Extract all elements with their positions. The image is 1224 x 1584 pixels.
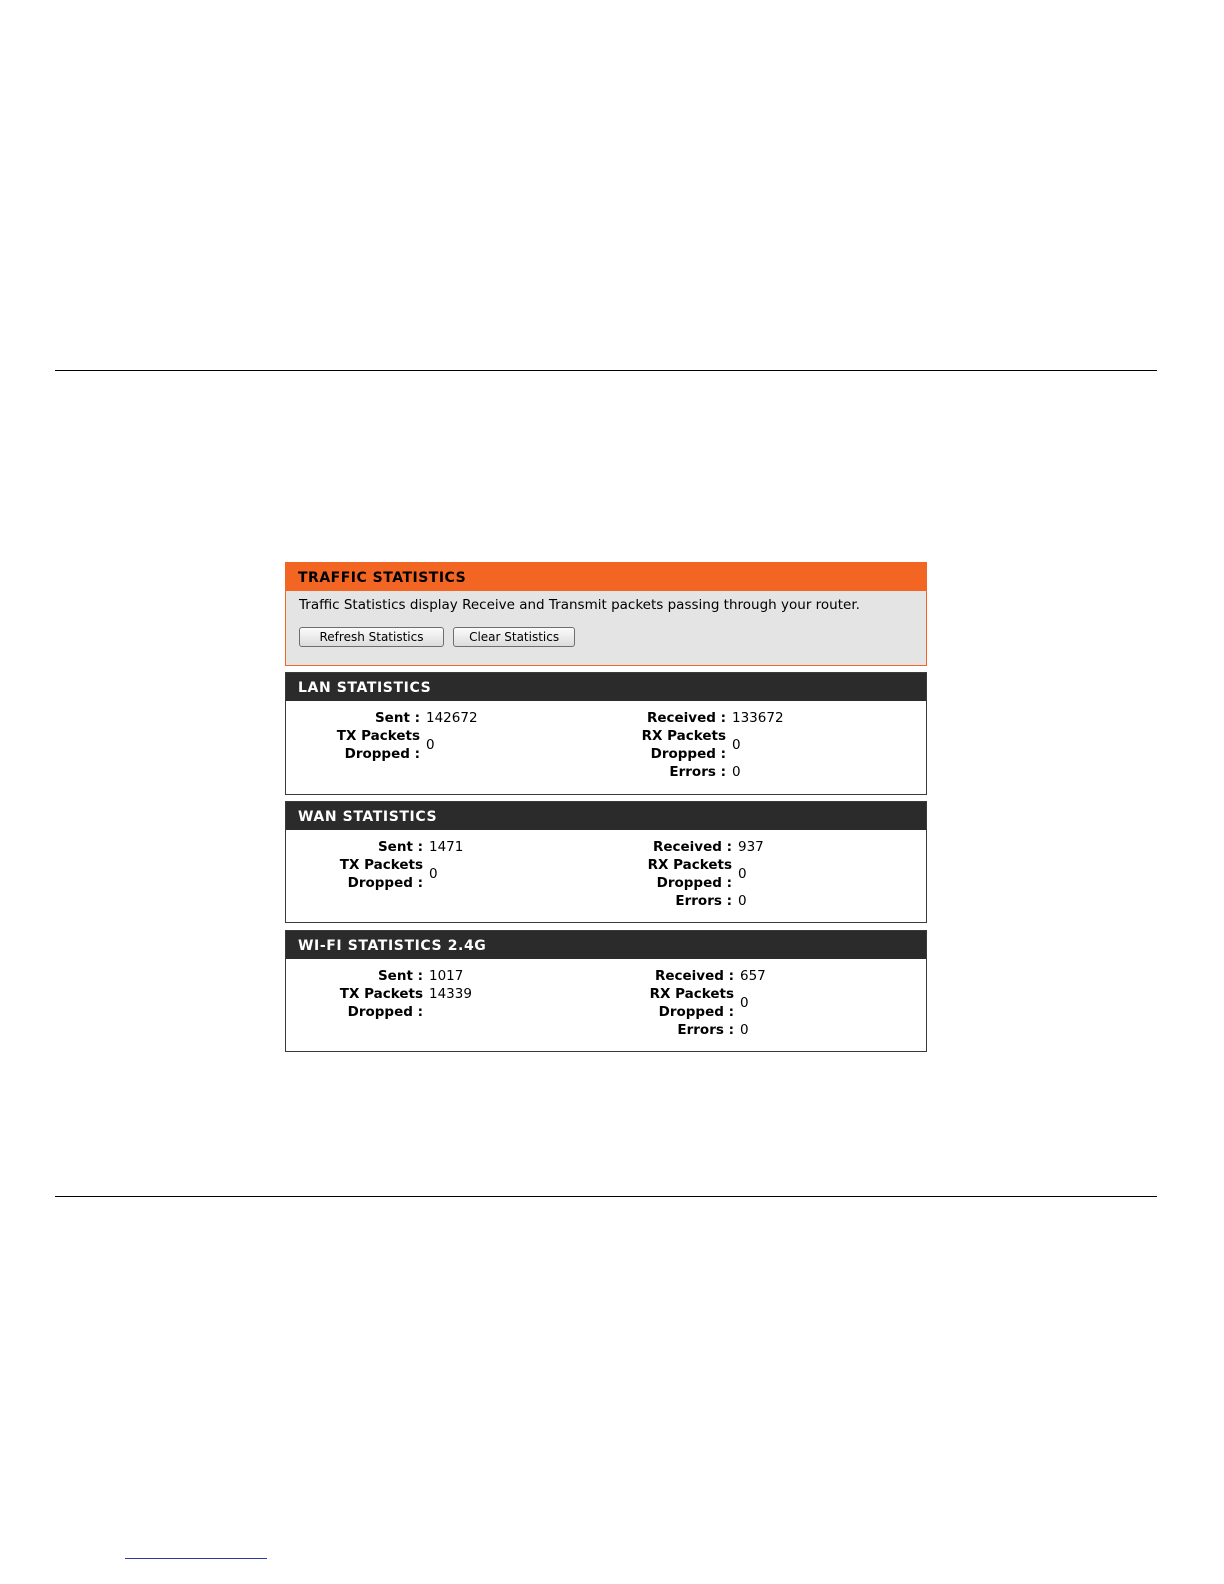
tx-dropped-label: TX Packets Dropped :	[339, 857, 423, 891]
rx-dropped-label: RX Packets Dropped :	[641, 728, 726, 762]
lan-received-row	[632, 709, 784, 727]
wifi-errors-row	[640, 1021, 766, 1039]
lan-statistics-grid	[286, 701, 926, 793]
traffic-button-row	[286, 623, 926, 647]
lan-statistics-panel	[285, 672, 927, 795]
wifi-sent-row	[329, 967, 472, 985]
wifi-tx-dropped-row	[329, 985, 472, 1021]
errors-label: Errors :	[675, 893, 732, 909]
wan-received-value: 937	[738, 839, 764, 855]
bottom-divider	[55, 1196, 1157, 1197]
sent-label: Sent :	[374, 710, 420, 726]
wan-statistics-grid	[286, 830, 926, 922]
wan-received-row	[638, 838, 764, 856]
clear-statistics-button[interactable]: Clear Statistics	[453, 627, 575, 647]
wan-sent-value: 1471	[429, 839, 464, 855]
top-divider	[55, 370, 1157, 371]
lan-statistics-title: LAN STATISTICS	[286, 673, 926, 701]
lan-tx-dropped-row	[326, 727, 478, 763]
wan-transmit-column	[329, 838, 463, 892]
wan-sent-row	[329, 838, 463, 856]
wifi-statistics-grid	[286, 959, 926, 1051]
wifi-statistics-title: WI-FI STATISTICS 2.4G	[286, 931, 926, 959]
lan-receive-column	[632, 709, 784, 781]
wifi-received-row	[640, 967, 766, 985]
lan-rx-dropped-value: 0	[732, 737, 741, 753]
wan-rx-dropped-value: 0	[738, 866, 747, 882]
rx-dropped-label: RX Packets Dropped :	[649, 986, 734, 1020]
lan-received-value: 133672	[732, 710, 784, 726]
refresh-statistics-button[interactable]: Refresh Statistics	[299, 627, 444, 647]
wan-tx-dropped-value: 0	[429, 866, 438, 882]
wifi-rx-dropped-value: 0	[740, 995, 749, 1011]
wan-rx-dropped-row	[638, 856, 764, 892]
wifi-rx-dropped-row	[640, 985, 766, 1021]
received-label: Received :	[646, 710, 726, 726]
lan-sent-value: 142672	[426, 710, 478, 726]
traffic-statistics-panel	[285, 562, 927, 666]
lan-errors-row	[632, 763, 784, 781]
lan-rx-dropped-row	[632, 727, 784, 763]
wifi-tx-dropped-value: 14339	[429, 986, 472, 1002]
errors-label: Errors :	[677, 1022, 734, 1038]
wifi-sent-value: 1017	[429, 968, 464, 984]
wifi-transmit-column	[329, 967, 472, 1021]
wan-receive-column	[638, 838, 764, 910]
lan-transmit-column	[326, 709, 478, 763]
wifi-received-value: 657	[740, 968, 766, 984]
traffic-statistics-title: TRAFFIC STATISTICS	[286, 563, 926, 591]
sent-label: Sent :	[377, 839, 423, 855]
footer-link-underline	[125, 1558, 267, 1559]
lan-tx-dropped-value: 0	[426, 737, 435, 753]
wifi-receive-column	[640, 967, 766, 1039]
wan-statistics-panel	[285, 801, 927, 923]
wifi-errors-value: 0	[740, 1022, 749, 1038]
lan-sent-row	[326, 709, 478, 727]
sent-label: Sent :	[377, 968, 423, 984]
tx-dropped-label: TX Packets Dropped :	[336, 728, 420, 762]
lan-errors-value: 0	[732, 764, 741, 780]
wan-errors-row	[638, 892, 764, 910]
received-label: Received :	[652, 839, 732, 855]
received-label: Received :	[654, 968, 734, 984]
wifi-statistics-panel	[285, 930, 927, 1052]
errors-label: Errors :	[669, 764, 726, 780]
rx-dropped-label: RX Packets Dropped :	[647, 857, 732, 891]
wan-errors-value: 0	[738, 893, 747, 909]
wan-statistics-title: WAN STATISTICS	[286, 802, 926, 830]
tx-dropped-label: TX Packets Dropped :	[339, 986, 423, 1020]
wan-tx-dropped-row	[329, 856, 463, 892]
traffic-statistics-description: Traffic Statistics display Receive and Transmit packets passing through your router.	[299, 597, 860, 613]
